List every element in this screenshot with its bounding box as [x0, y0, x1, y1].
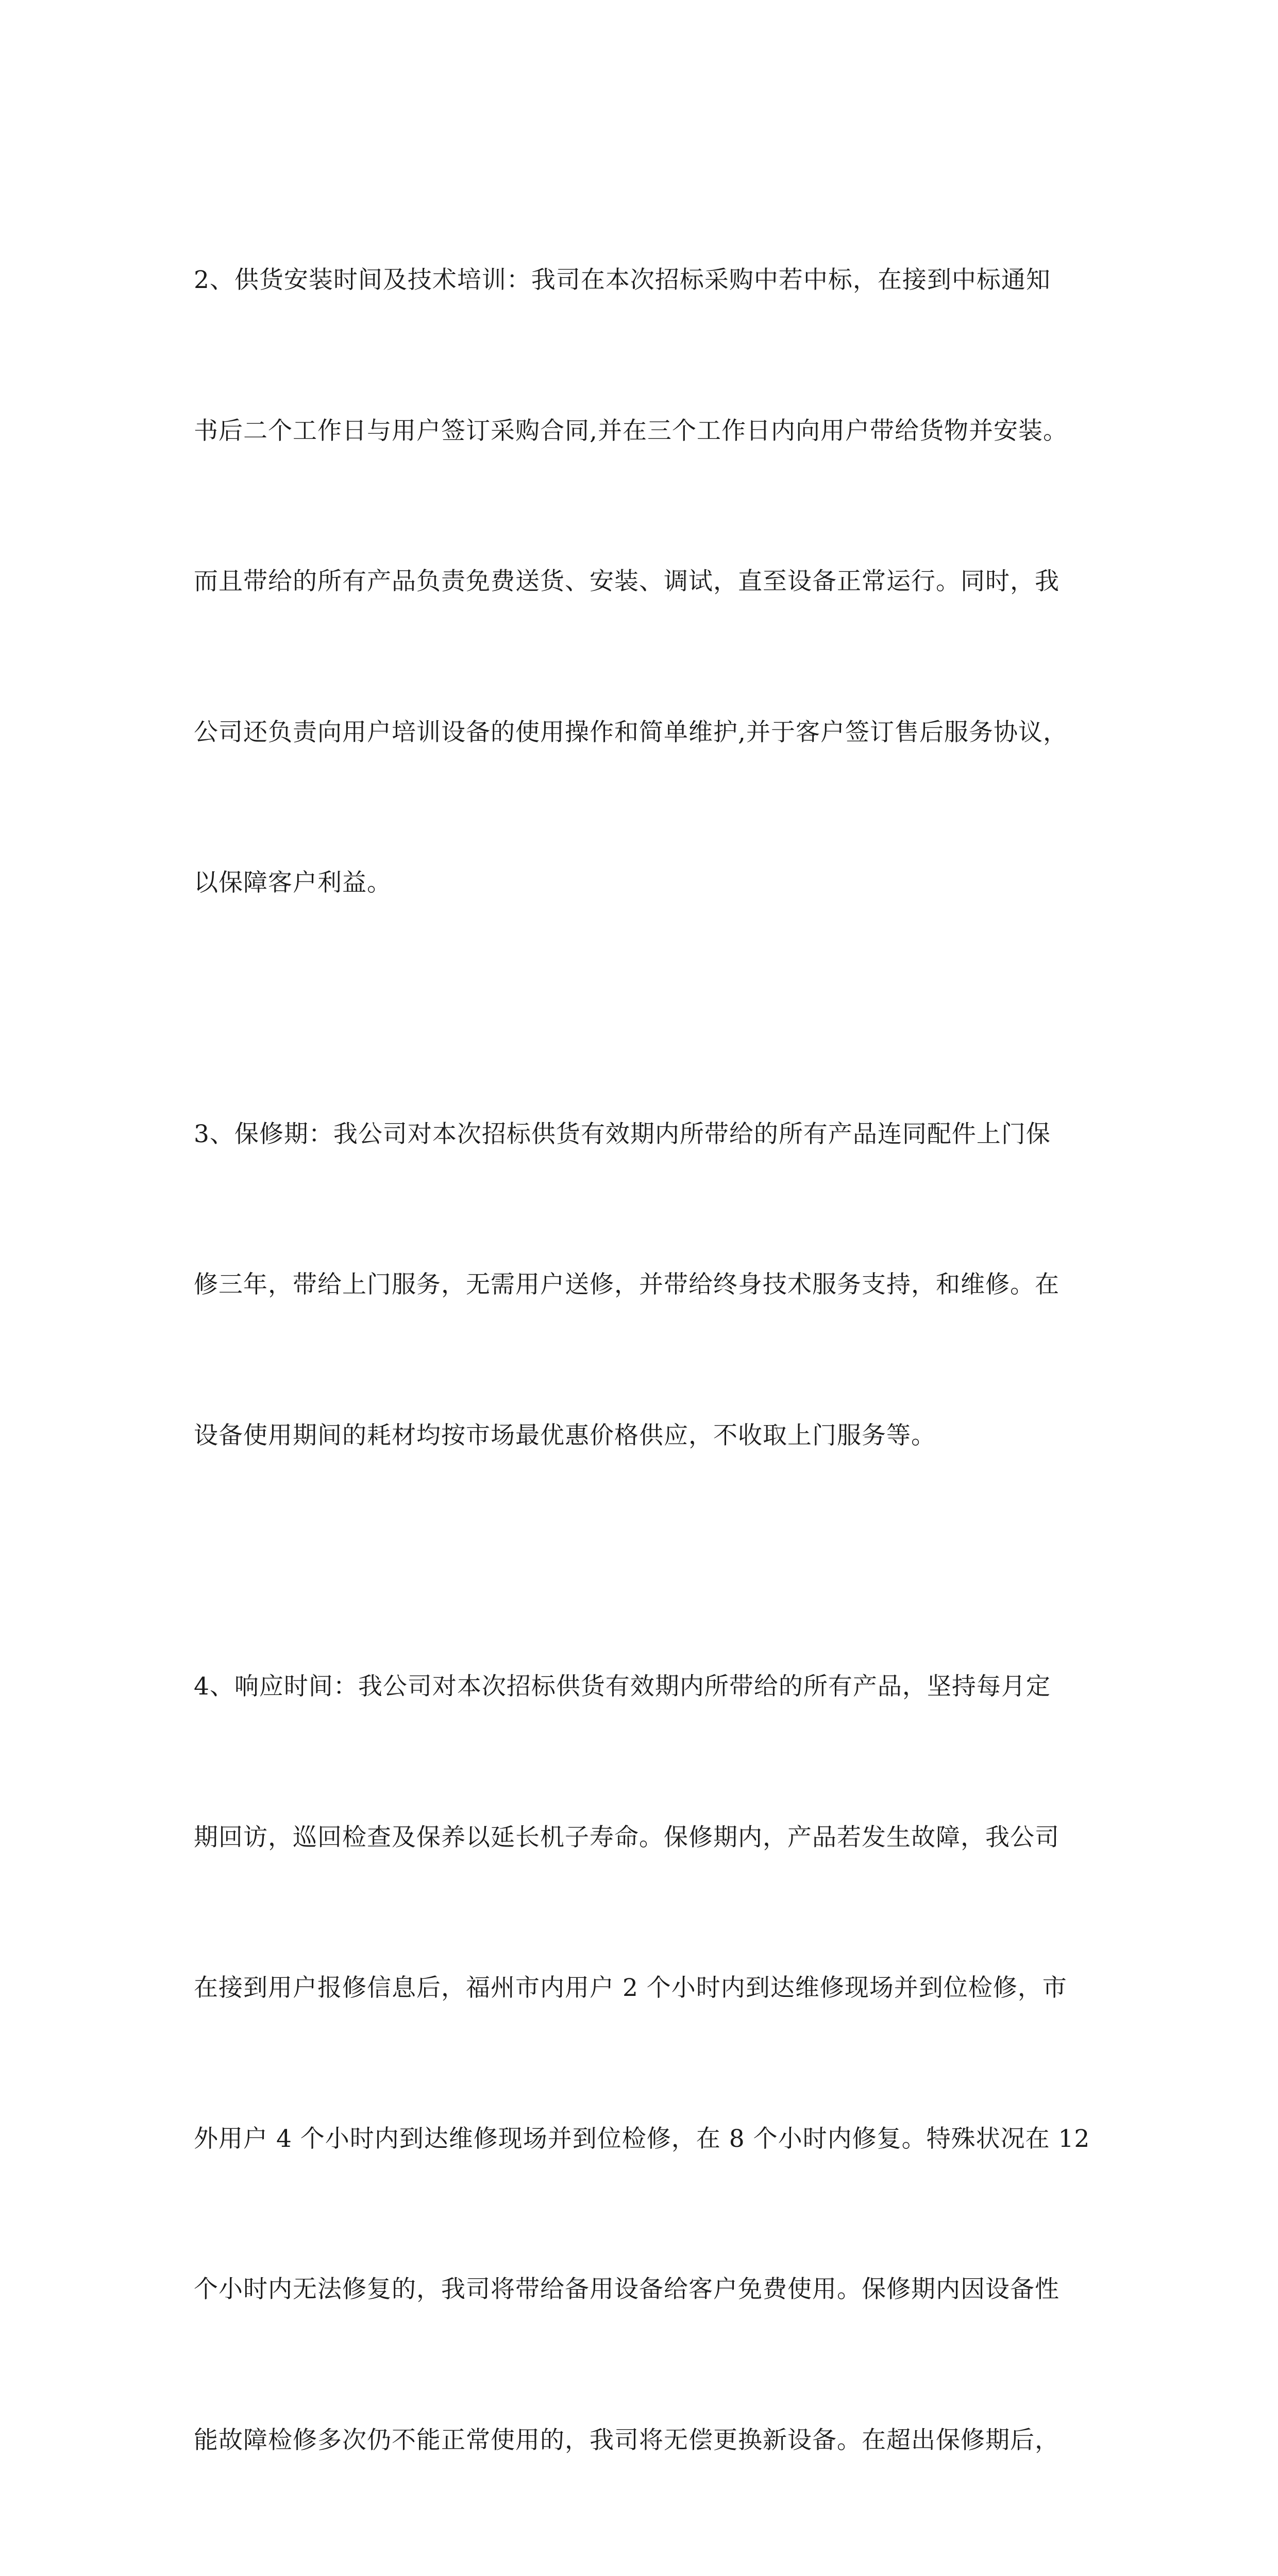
text-line: 设备使用期间的耗材均按市场最优惠价格供应，不收取上门服务等。: [194, 1421, 936, 1450]
text-line: 个小时内无法修复的，我司将带给备用设备给客户免费使用。保修期内因设备性: [194, 2275, 1060, 2303]
text-line: 期回访，巡回检查及保养以延长机子寿命。保修期内，产品若发生故障，我公司: [194, 1823, 1060, 1852]
text-line: 2、供货安装时间及技术培训：我司在本次招标采购中若中标，在接到中标通知: [194, 266, 1051, 294]
text-line: 书后二个工作日与用户签订采购合同,并在三个工作日内向用户带给货物并安装。: [194, 416, 1068, 445]
item-2-delivery-training: [194, 155, 1090, 1009]
text-line: 在接到用户报修信息后，福州市内用户 2 个小时内到达维修现场并到位检修，市: [194, 1974, 1067, 2002]
text-line: 能故障检修多次仍不能正常使用的，我司将无偿更换新设备。在超出保修期后，: [194, 2426, 1060, 2454]
text-line: 以保障客户利益。: [194, 869, 392, 897]
text-line: 公司还负责向用户培训设备的使用操作和简单维护,并于客户签订售后服务协议，: [194, 718, 1068, 747]
item-4-response-time: [194, 1561, 1090, 2576]
text-line: 外用户 4 个小时内到达维修现场并到位检修，在 8 个小时内修复。特殊状况在 12: [194, 2124, 1090, 2153]
text-line: 而且带给的所有产品负责免费送货、安装、调试，直至设备正常运行。同时，我: [194, 567, 1060, 596]
item-3-warranty: [194, 1009, 1090, 1562]
text-line: 4、响应时间：我公司对本次招标供货有效期内所带给的所有产品，坚持每月定: [194, 1672, 1051, 1701]
text-line: [194, 2566, 1090, 2576]
text-line: 修三年，带给上门服务，无需用户送修，并带给终身技术服务支持，和维修。在: [194, 1270, 1060, 1299]
document-body: [194, 155, 1090, 2576]
text-line: 3、保修期：我公司对本次招标供货有效期内所带给的所有产品连同配件上门保: [194, 1120, 1051, 1148]
